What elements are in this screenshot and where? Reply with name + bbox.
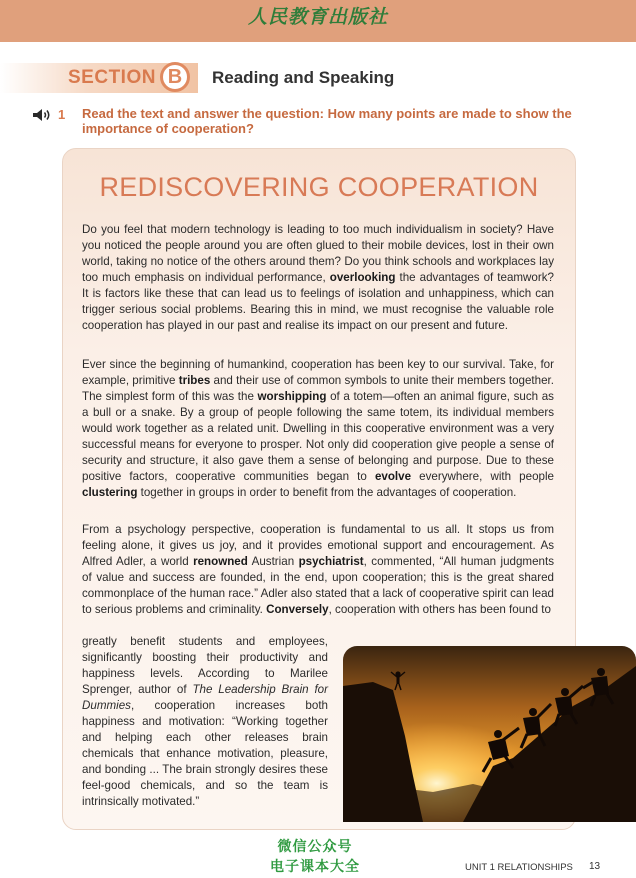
- climbers-sunset-photo: [343, 646, 636, 822]
- task-number: 1: [58, 107, 66, 122]
- section-letter-badge: B: [160, 62, 190, 92]
- section-title: Reading and Speaking: [212, 68, 395, 87]
- article-paragraph-3: From a psychology perspective, cooperation is fundamental to us all. It stops us from feeling alone, it gives us joy, and it provides emotional support and encouragement. As Alfred Adler, a world renowned Austrian psychiatrist, commented, “All human judgments of value and success are founded, in the end, upon cooperation; this is the great shared commonplace of the human race.” Adler also stated that a lack of cooperative spirit can lead to serious problems and criminality. Conversely, cooperation with others has been found to: [82, 523, 554, 616]
- keyword: evolve: [374, 470, 412, 483]
- article-paragraph-1: Do you feel that modern technology is leading to too much individualism in society? Have you noticed the people around you are often glued to their mobile devices, lost in their own world, taking no notice of the others around them? Do you think schools and workplaces lay too much emphasis on individual performance, overlooking the advantages of teamwork? It is factors like these that can lead us to feelings of isolation and unhappiness, which can trigger serious social problems. Bearing this in mind, we must recognise the valuable role cooperation has played in our past and realise its impact on our present and future.: [82, 223, 554, 332]
- keyword: worshipping: [257, 390, 327, 403]
- watermark-line-1: 微信公众号: [277, 839, 353, 855]
- task-instruction: Read the text and answer the question: How many points are made to show the importance of cooperation?: [82, 106, 572, 136]
- section-label: SECTION: [68, 67, 156, 88]
- article-paragraph-4: greatly benefit students and employees, significantly boosting their productivity and happiness levels. According to Marilee Sprenger, author of The Leadership Brain for Dummies, cooperation increases both happiness and motivation: “Working together and helping each other releases brain chemicals that enhance motivation, pleasure, and bonding ... The brain strongly desires these feel-good chemicals, and so the team is intrinsically motivated.”: [82, 635, 328, 808]
- keyword: overlooking: [329, 271, 396, 284]
- publisher-logo: 人民教育出版社: [247, 6, 388, 28]
- keyword: psychiatrist: [298, 555, 364, 568]
- keyword: tribes: [178, 374, 211, 387]
- article-title: REDISCOVERING COOPERATION: [99, 172, 539, 202]
- article-paragraph-2: Ever since the beginning of humankind, cooperation has been key to our survival. Take, for example, primitive tribes and their use of common symbols to unite their members together. The simplest form of this was the worshipping of a totem—often an animal figure, such as a bull or a snake. By a group of people following the same totem, its individual members would work together as a related unit. Dwelling in this cooperative environment was a very successful means for everyone to prosper. Not only did cooperation give people a sense of security and structure, it also gave them a sense of belonging and purpose. Due to these positive factors, cooperative communities began to evolve everywhere, with people clustering together in groups in order to benefit from the advantages of cooperation.: [82, 358, 554, 499]
- watermark-line-2: 电子课本大全: [270, 859, 360, 875]
- keyword: renowned: [193, 555, 248, 568]
- keyword: Conversely: [266, 603, 329, 616]
- page-number: 13: [589, 861, 601, 872]
- unit-label: UNIT 1 RELATIONSHIPS: [465, 862, 573, 873]
- speaker-icon[interactable]: [32, 108, 52, 122]
- book-title: The Leadership Brain for Dummies: [82, 683, 328, 712]
- keyword: clustering: [82, 486, 138, 499]
